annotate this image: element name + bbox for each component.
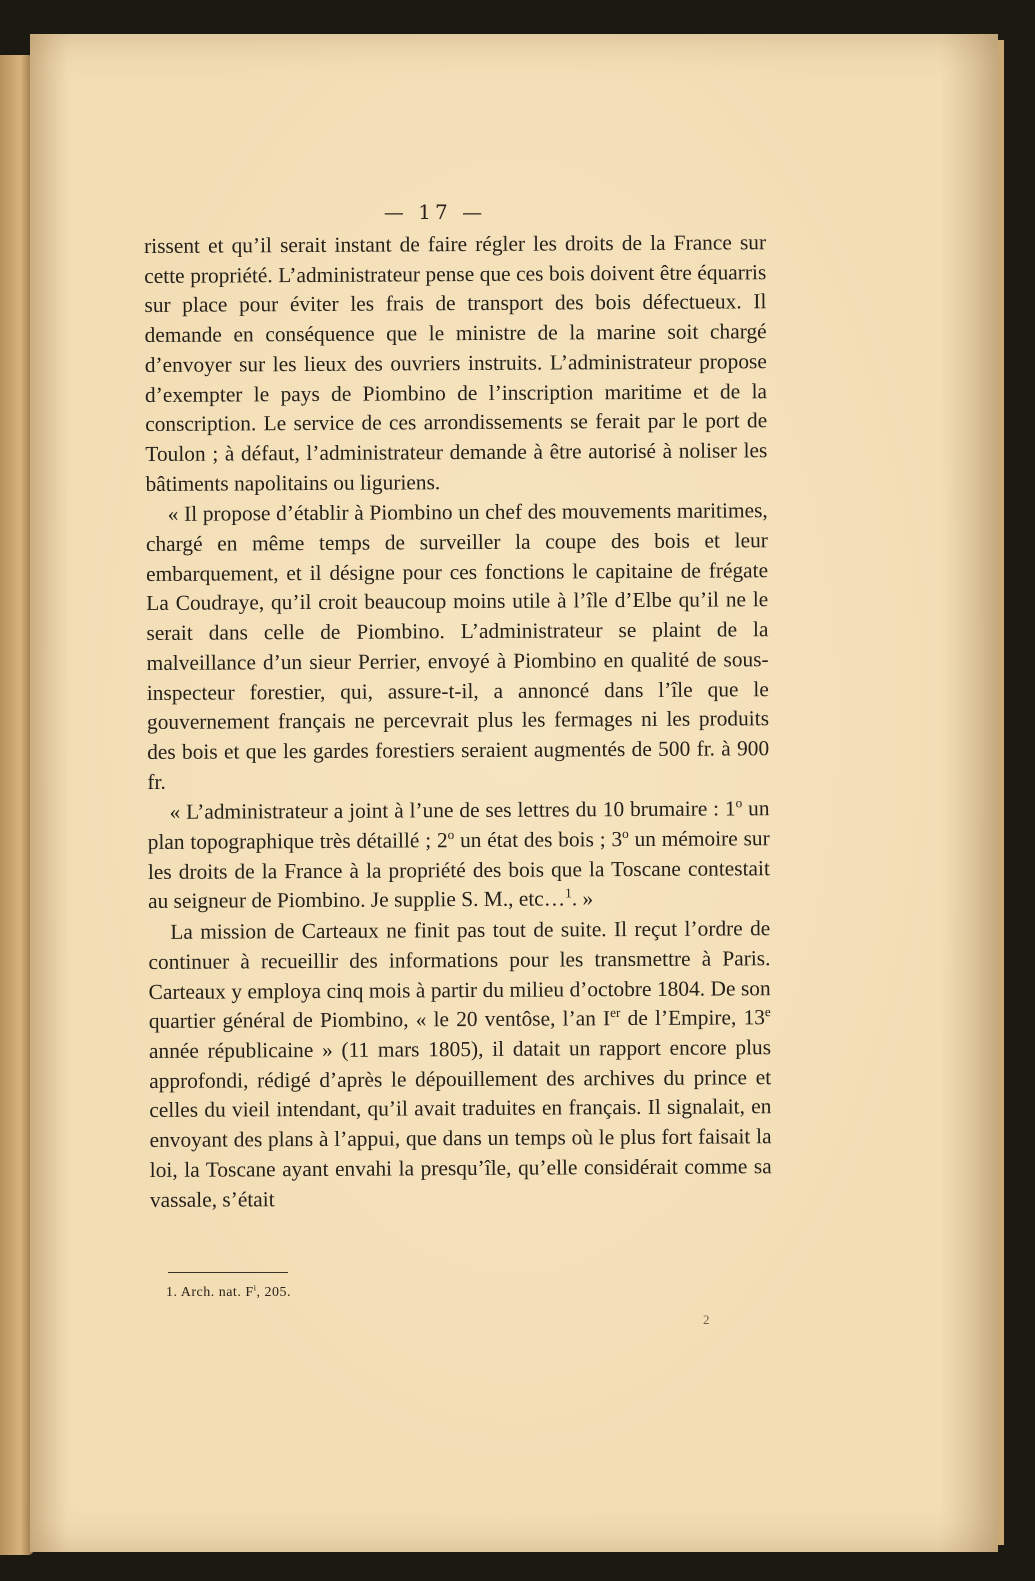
ordinal-superscript: o xyxy=(447,827,455,843)
paragraph-2: « Il propose d’établir à Piombino un chef des mouvements maritimes, chargé en même temps de surveiller la coupe des bois et leur embarquement, et il désigne pour ces fonctions le capitaine de frégate La Coudraye, qu’il croit beaucoup moins utile à l’île d’Elbe qu’il ne le serait dans celle de Piombino. L’administrateur se plaint de la malveillance d’un sieur Perrier, envoyé à Piombino en qualité de sous-inspecteur forestier, qui, assure-t-il, a annoncé dans l’île que le gouvernement français ne percevrait plus les fermages ni les produits des bois et que les gardes forestiers seraient augmentés de 500 fr. à 900 fr. xyxy=(145,498,770,794)
paragraph-3-text-a: « L’administrateur a joint à l’une de ses lettres du 10 brumaire : 1 xyxy=(169,796,736,825)
paragraph-4-text-b: de l’Empire, 13 xyxy=(620,1005,766,1031)
paragraph-3-text-c: un état des bois ; 3 xyxy=(454,827,623,853)
paragraph-4-text-c: année républicaine » (11 mars 1805), il datait un rapport encore plus approfondi, rédigé d’après le dépouillement des archives du prince et celles du vieil intendant, qu’il avait traduites en français. Il signalait, en envoyant des plans à l’appui, que dans un temps où le plus fort faisait la loi, la Toscane ayant envahi la presqu’île, qu’elle considérait comme sa vassale, s’était xyxy=(148,1035,772,1212)
previous-page-edge xyxy=(0,55,34,1555)
page-number: — 17 — xyxy=(383,200,487,224)
ordinal-superscript: er xyxy=(610,1005,621,1021)
paragraph-3-text-b: un plan topographique très détaillé ; 2 xyxy=(147,796,770,855)
footnote-text-b: , 205. xyxy=(256,1285,292,1300)
paragraph-1: rissent et qu’il serait instant de faire régler les droits de la France sur cette propriété. L’administrateur pense que ces bois doivent être équarris sur place pour éviter les frais de transport des bois défectueux. Il demande en conséquence que le ministre de la marine soit chargé d’envoyer sur les lieux des ouvriers instruits. L’administrateur propose d’exempter le pays de Piombino de l’inscription maritime et de la conscription. Le service de ces arrondissements se ferait par le port de Toulon ; à défaut, l’administrateur demande à être autorisé à noliser les bâtiments napolitains ou liguriens. xyxy=(144,230,768,496)
footnote-divider xyxy=(168,1272,288,1273)
ordinal-superscript: o xyxy=(622,825,629,842)
paragraph-4 xyxy=(148,914,772,1215)
page-body xyxy=(144,228,772,1216)
footnote-reference: 1 xyxy=(565,885,572,901)
ordinal-superscript: e xyxy=(764,1004,771,1020)
signature-mark: 2 xyxy=(703,1312,710,1327)
footnote-superscript: i xyxy=(253,1282,257,1293)
paragraph-4-text-a: La mission de Carteaux ne finit pas tout de suite. Il reçut l’ordre de continuer à recueillir des informations pour les transmettre à Paris. Carteaux y employa cinq mois à partir du milieu d’octobre 1804. De son quartier général de Piombino, « le 20 ventôse, l’an I xyxy=(148,916,771,1034)
footnote-text-a: 1. Arch. nat. F xyxy=(166,1285,254,1300)
ordinal-superscript: o xyxy=(735,795,743,811)
paragraph-3 xyxy=(147,795,770,918)
paragraph-3-text-e: . » xyxy=(571,886,594,911)
paragraph-3-text-d: un mémoire sur les droits de la France à la propriété des bois que la Toscane contestait au seigneur de Piombino. Je supplie S. M., etc… xyxy=(147,826,770,914)
footnote xyxy=(166,1282,292,1301)
